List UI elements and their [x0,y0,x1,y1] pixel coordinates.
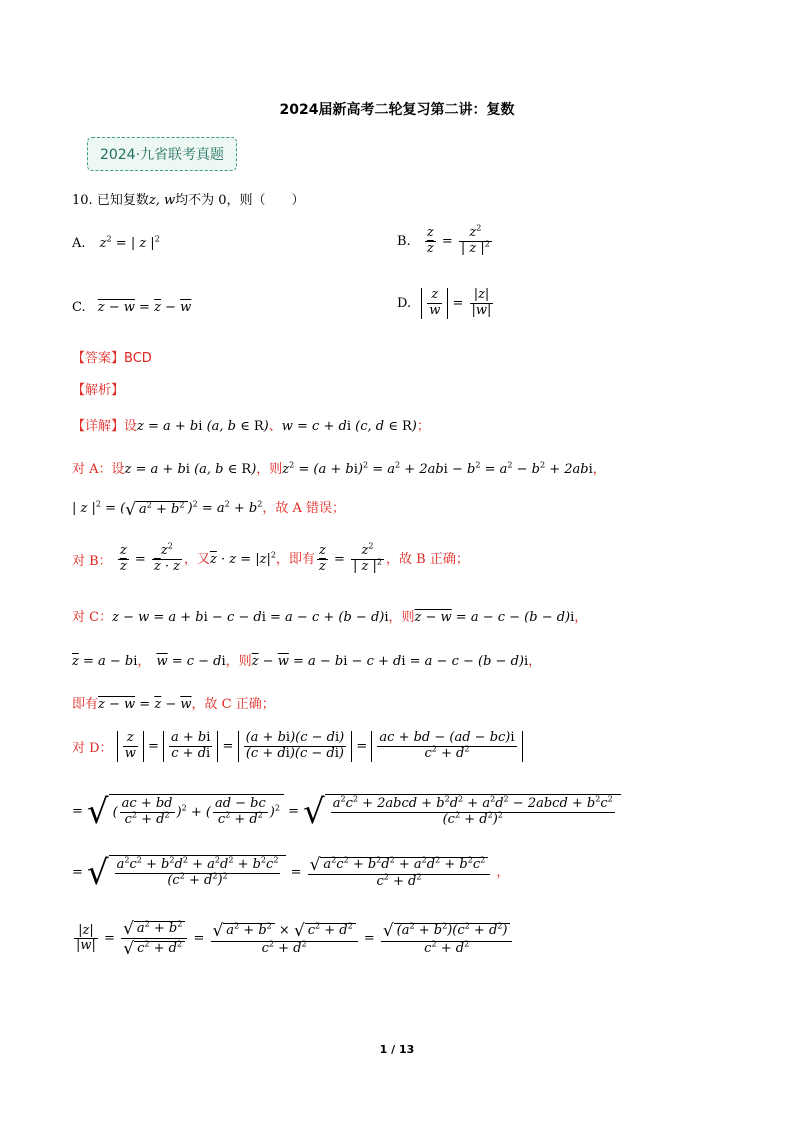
option-c-label: C. [72,300,86,315]
page-number: 1 / 13 [379,1043,415,1056]
step-c-conclusion: ，故 C 正确； [191,697,275,712]
step-b-then: ，即有 [275,551,315,567]
step-a-line1: 对 A：设z = a + bi (a, b ∈ R)，则$z^2 = (a + bi)^2 = a^2 + 2abi - b^2 = a^2 - b^2 + 2abi$， [72,460,606,477]
option-a: A. $z^2$ = | z $|^2$ [72,234,160,251]
option-c: C. $z - w = \overline{z} - \overline{w}$ [72,300,192,315]
step-b-also: ，又 [183,551,210,567]
step-d-line2: = √ ( $\frac{ac + bd}{c^2 + d^2}$ )$^2$ + ( $\frac{ad - bc}{c^2 + d^2}$ )$^2$ = √ $\frac{a^2c^2 + 2abcd + b^2d^2 + a^2d^2 - 2abcd + b^2c^2}{(c^2 + d^2)^2}$ [72,792,621,831]
step-d-line1: 对 D： $\frac{z}{w}$ = $\frac{a + bi}{c + di}$ = $\frac{(a + bi)(c - di)}{(c + di)(c - di)}$ = $\frac{ac + bd - (ad - bc)i}{c^2 + d^2}$ [72,731,523,762]
step-a-then: ，则 [256,462,283,477]
answer-label: 【答案】BCD [72,351,152,366]
step-b-conclusion: ，故 B 正确； [386,551,469,567]
step-a-label: 对 A：设 [72,462,125,477]
step-b-line: 对 B： $\frac{z}{z}$ = $\frac{z^2}{\overline{z} \cdot z}$ ，又$\overline{z} \cdot z = |z|^2$，即有 $\frac{z}{z}$ = $\frac{z^2}{| z |^2}$ ，故 B 正确； [72,541,469,574]
option-b: B. $\frac{z}{z}$ = $\frac{z^2}{| z |^2}$ [397,223,490,256]
question [72,189,305,208]
analysis-label: 【解析】 [72,383,125,398]
step-c-label: 对 C： [72,610,113,625]
step-b-label: 对 B： [72,553,112,569]
step-c-line3: 即有$z - w = \overline{z} - \overline{w}$，故 C 正确； [72,697,275,712]
step-c-then: ，则 [388,610,415,625]
step-a-line2: | z $|^2$ = (√ $a^2 + b^2$ )$^2 = a^2 + b^2$，故 A 错误； [72,498,346,519]
option-a-label: A. [72,236,86,251]
step-a-conclusion: ，故 A 错误； [262,501,346,516]
page-title: 2024届新高考二轮复习第二讲：复数 [279,102,515,118]
detail-label: 【详解】设 [72,419,138,434]
step-d-label: 对 D： [72,740,113,756]
step-c-then2: ，则 [225,654,252,669]
option-d: D. $\frac{z}{w}$ = $\frac{|z|}{|w|}$ [397,287,492,318]
question-prefix: 已知复数 [96,193,149,208]
step-d-line4: $\frac{|z|}{|w|}$ = $\frac{√ a^2 + b^2}{√ c^2 + d^2}$ = $\frac{√ a^2 + b^2 \times √ c^2 + d^2}{c^2 + d^2}$ = $\frac{√ (a^2 + b^2)(c^2 + d^2)}{c^2 + d^2}$ [72,919,514,959]
question-number: 10. [72,193,93,208]
step-d-line3: = √ $\frac{a^2c^2 + b^2d^2 + a^2d^2 + b^2c^2}{(c^2 + d^2)^2}$ = $\frac{√ a^2c^2 + b^2d^2 + a^2d^2 + b^2c^2}{c^2 + d^2}$ ， [72,853,510,892]
step-c-line2: $\overline{z} = a$ − bi， $\overline{w} = c$ − di，则$\overline{z} - \overline{w} = a$ − bi − c + di = a − c − (b − d)i， [72,654,542,669]
detail-line: 【详解】设z = a + bi (a, b ∈ R)、w = c + di (c, d ∈ R)； [72,419,430,434]
question-suffix: 均不为 0，则（ ） [175,193,305,208]
step-c-hence: 即有 [72,697,99,712]
step-c-line1: 对 C：z − w = a + bi − c − di = a − c + (b − d)i，则z − w = a − c − (b − d)i， [72,610,588,625]
section-tag: 2024·九省联考真题 [87,137,237,171]
question-vars: z, w [148,193,176,208]
option-b-label: B. [397,233,411,249]
option-d-label: D. [397,295,412,311]
